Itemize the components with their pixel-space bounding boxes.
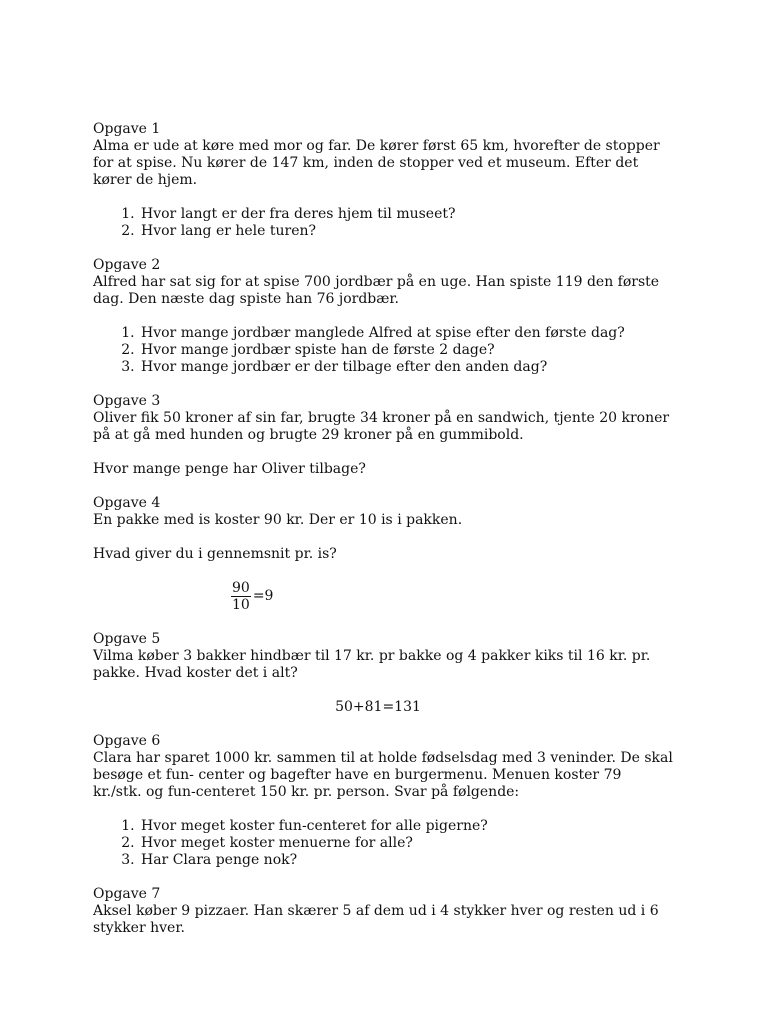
- task-4-title: Opgave 4: [93, 495, 161, 511]
- task-1-questions: [93, 206, 673, 240]
- task-2-question-2: 2. Hvor mange jordbær spiste han de første 2 dage?: [139, 342, 673, 359]
- task-2: [93, 257, 673, 376]
- task-2-question-1: 1. Hvor mange jordbær manglede Alfred at spise efter den første dag?: [139, 325, 673, 342]
- task-6-questions: [93, 818, 673, 869]
- task-1: [93, 121, 673, 240]
- task-6-question-2: 2. Hvor meget koster menuerne for alle?: [139, 835, 673, 852]
- task-6-question-3: 3. Har Clara penge nok?: [139, 852, 673, 869]
- task-7: [93, 886, 673, 937]
- task-4-text: En pakke med is koster 90 kr. Der er 10 is i pakken.: [93, 512, 463, 528]
- task-7-title: Opgave 7: [93, 886, 161, 902]
- task-6-text: Clara har sparet 1000 kr. sammen til at holde fødselsdag med 3 veninder. De skal besøge et fun- center og bagefter have en burgermenu. Menuen koster 79 kr./stk. og fun-centeret 150 kr. pr. person. Svar på følgende:: [93, 750, 673, 800]
- task-5-equation: 50+81=131: [335, 699, 421, 715]
- task-1-question-2: 2. Hvor lang er hele turen?: [139, 223, 673, 240]
- fraction-expression: [230, 580, 273, 613]
- task-2-question-3: 3. Hvor mange jordbær er der tilbage efter den anden dag?: [139, 359, 673, 376]
- task-5-text: Vilma køber 3 bakker hindbær til 17 kr. pr bakke og 4 pakker kiks til 16 kr. pr. pakke. Hvad koster det i alt?: [93, 648, 651, 681]
- task-2-text: Alfred har sat sig for at spise 700 jordbær på en uge. Han spiste 119 den første dag. Den næste dag spiste han 76 jordbær.: [93, 274, 660, 307]
- task-5-title: Opgave 5: [93, 631, 161, 647]
- task-4-answer: [93, 580, 673, 614]
- task-6: [93, 733, 673, 869]
- task-1-question-1: 1. Hvor langt er der fra deres hjem til museet?: [139, 206, 673, 223]
- task-3-title: Opgave 3: [93, 393, 161, 409]
- task-4-question: Hvad giver du i gennemsnit pr. is?: [93, 546, 337, 562]
- fraction-numerator: 90: [232, 580, 250, 596]
- task-6-title: Opgave 6: [93, 733, 161, 749]
- fraction-denominator: 10: [232, 597, 250, 613]
- task-6-question-1: 1. Hvor meget koster fun-centeret for alle pigerne?: [139, 818, 673, 835]
- task-4: [93, 495, 673, 614]
- task-3-text: Oliver fik 50 kroner af sin far, brugte 34 kroner på en sandwich, tjente 20 kroner på at gå med hunden og brugte 29 kroner på en gummibold.: [93, 410, 670, 443]
- task-2-title: Opgave 2: [93, 257, 161, 273]
- task-5: [93, 631, 673, 716]
- task-3-question: Hvor mange penge har Oliver tilbage?: [93, 461, 366, 477]
- task-1-text: Alma er ude at køre med mor og far. De kører først 65 km, hvorefter de stopper for at spise. Nu kører de 147 km, inden de stopper ved et museum. Efter det kører de hjem.: [93, 138, 660, 188]
- task-7-text: Aksel køber 9 pizzaer. Han skærer 5 af dem ud i 4 stykker hver og resten ud i 6 stykker hver.: [93, 903, 659, 936]
- task-3: [93, 393, 673, 478]
- document-page: [93, 121, 673, 937]
- fraction-result: =9: [252, 588, 274, 604]
- task-1-title: Opgave 1: [93, 121, 161, 137]
- task-2-questions: [93, 325, 673, 376]
